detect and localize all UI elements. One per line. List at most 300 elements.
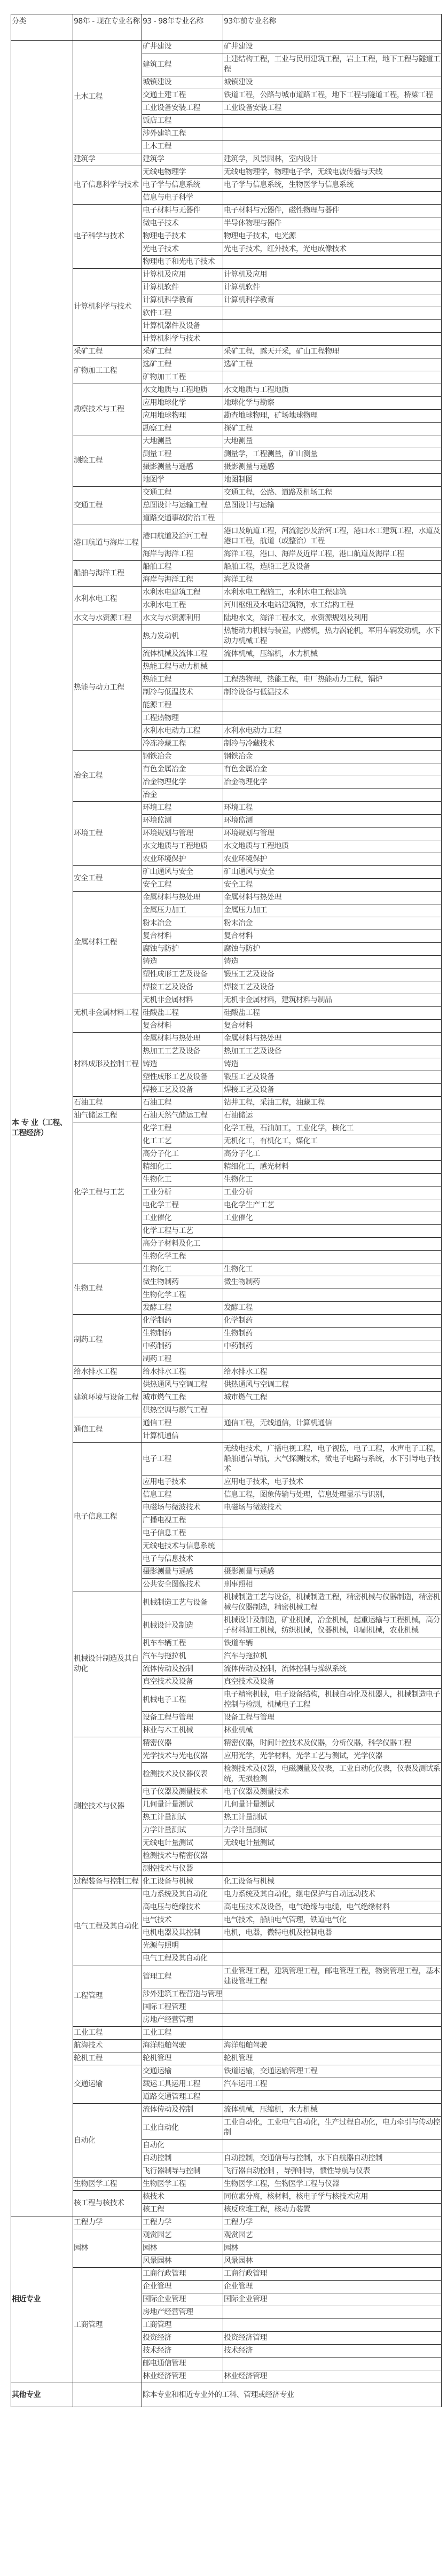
major-pre-93-cell: 化学制药 [223,1315,442,1328]
major-pre-93-cell: 投资经济管理 [223,2332,442,2345]
major-mapping-table [11,14,442,2407]
major-pre-93-cell: 信息工程，图象传输与处理，信息处理显示与识别， [223,1489,442,1502]
major-93-98-cell: 核技术 [142,2191,223,2204]
major-pre-93-cell [223,1251,442,1263]
major-93-98-cell: 冶金 [142,789,223,802]
major-93-98-cell: 生物化学工程 [142,1251,223,1263]
major-93-98-cell: 精密仪器 [142,1737,223,1750]
major-pre-93-cell: 水利水电工程施工，水利水电工程建筑 [223,587,442,599]
major-pre-93-cell: 无线电物理学，物理电子学，无线电波传播与天线 [223,166,442,179]
major-93-98-cell: 冷冻冷藏工程 [142,738,223,751]
current-major-cell: 制药工程 [73,1315,142,1366]
major-pre-93-cell: 技术经济 [223,2345,442,2358]
major-pre-93-cell: 计算机科学教育 [223,294,442,307]
table-row [11,1737,442,1750]
major-pre-93-cell: 供热通风与空调工程 [223,1379,442,1392]
major-pre-93-cell: 观赏园艺 [223,2229,442,2242]
table-row [11,2216,442,2229]
major-pre-93-cell: 矿山通风与安全 [223,866,442,879]
current-major-cell: 采矿工程 [73,346,142,358]
current-major-cell: 生物医学工程 [73,2178,142,2191]
current-major-cell: 工程力学 [73,2216,142,2229]
major-pre-93-cell: 计算机软件 [223,282,442,294]
major-pre-93-cell: 微生物制药 [223,1276,442,1289]
major-pre-93-cell: 刑事照相 [223,1579,442,1591]
major-93-98-cell: 邮电通信管理 [142,2358,223,2370]
major-93-98-cell: 微生物制药 [142,1276,223,1289]
current-major-cell: 交通运输 [73,2065,142,2104]
header-93-98-major: 93 - 98年专业名称 [142,14,223,41]
major-pre-93-cell: 流体机械，压缩机，水力机械 [223,648,442,661]
major-pre-93-cell [223,1527,442,1540]
table-row [11,1122,442,1135]
major-pre-93-cell: 城市燃气工程 [223,1392,442,1404]
major-93-98-cell: 精细化工 [142,1161,223,1174]
table-row [11,612,442,625]
major-93-98-cell: 采矿工程 [142,346,223,358]
major-pre-93-cell: 热工计量测试 [223,1812,442,1824]
major-93-98-cell: 勘察工程 [142,423,223,435]
major-93-98-cell: 电力系统及其自动化 [142,1888,223,1901]
major-93-98-cell: 光源与照明 [142,1940,223,1953]
major-pre-93-cell: 锻压工艺及设备 [223,969,442,981]
major-93-98-cell: 电子信息工程 [142,1527,223,1540]
table-row [11,1379,442,1392]
major-pre-93-cell: 交通工程，公路、道路及机场工程 [223,487,442,499]
current-major-cell: 勘察技术与工程 [73,384,142,435]
current-major-cell: 电子信息工程 [73,1443,142,1591]
major-93-98-cell: 矿物加工工程 [142,371,223,384]
major-pre-93-cell: 流体传动及控制，流体控制与操纵系统 [223,1663,442,1676]
major-pre-93-cell: 工程力学 [223,2216,442,2229]
major-93-98-cell: 流体传动及控制 [142,1663,223,1676]
major-pre-93-cell: 环境规划与管理 [223,828,442,840]
table-row [11,1097,442,1110]
major-93-98-cell: 软件工程 [142,307,223,320]
major-93-98-cell: 焊接工艺及设备 [142,1084,223,1097]
major-93-98-cell: 企业管理 [142,2281,223,2293]
major-93-98-cell: 建筑工程 [142,53,223,76]
major-pre-93-cell: 电子精密机械，电子设备结构，机械自动化及机器人，机械制造电子控制与检测，机械电子工程 [223,1689,442,1712]
major-pre-93-cell: 铁道车辆 [223,1637,442,1650]
major-pre-93-cell [223,2319,442,2332]
major-93-98-cell: 机械制造工艺与设备 [142,1591,223,1614]
table-row [11,2229,442,2242]
major-pre-93-cell: 地图制图 [223,474,442,487]
major-93-98-cell: 生物化学工程 [142,1289,223,1302]
major-pre-93-cell: 采矿工程，露天开采，矿山工程物理 [223,346,442,358]
major-93-98-cell: 安全工程 [142,879,223,892]
major-pre-93-cell: 探矿工程 [223,423,442,435]
major-pre-93-cell: 国际企业管理 [223,2293,442,2306]
major-93-98-cell: 金属压力加工 [142,904,223,917]
major-pre-93-cell: 焊接工艺及设备 [223,1084,442,1097]
major-pre-93-cell: 粉末冶金 [223,917,442,930]
major-93-98-cell: 能源工程 [142,699,223,712]
major-93-98-cell: 化学制药 [142,1315,223,1328]
current-major-cell: 电子科学与技术 [73,205,142,269]
major-pre-93-cell: 轮机管理 [223,2052,442,2065]
major-pre-93-cell: 汽车运用工程 [223,2078,442,2091]
major-93-98-cell: 电子仪器及测量技术 [142,1786,223,1799]
major-pre-93-cell: 建筑学，风景园林，室内设计 [223,153,442,166]
major-93-98-cell: 物理电子和光电子技术 [142,256,223,269]
major-pre-93-cell [223,1515,442,1527]
major-pre-93-cell: 工业分析 [223,1186,442,1199]
major-93-98-cell: 国际企业管理 [142,2293,223,2306]
current-major-cell: 水文与水资源工程 [73,612,142,625]
table-row [11,892,442,904]
major-93-98-cell: 工业设备安装工程 [142,102,223,115]
table-row [11,525,442,548]
major-pre-93-cell: 设备工程与管理 [223,1712,442,1724]
major-pre-93-cell [223,1404,442,1417]
table-row [11,384,442,397]
major-pre-93-cell: 电机，电器，微特电机及控制电器 [223,1927,442,1940]
current-major-cell: 建筑环境与设备工程 [73,1379,142,1417]
major-93-98-cell: 化工设备与机械 [142,1876,223,1888]
major-93-98-cell: 设备工程与管理 [142,1712,223,1724]
major-pre-93-cell: 真空技术及设备 [223,1676,442,1689]
major-pre-93-cell: 应用光学，光学材料，光学工艺与测试，光学仪器 [223,1750,442,1763]
major-pre-93-cell: 矿井建设 [223,41,442,53]
major-93-98-cell: 工程力学 [142,2216,223,2229]
major-pre-93-cell: 铸造 [223,1058,442,1071]
major-93-98-cell: 电子与信息技术 [142,1553,223,1566]
major-93-98-cell: 饭店工程 [142,115,223,128]
major-93-98-cell: 无机非金属材料 [142,994,223,1007]
major-pre-93-cell: 勘查地球物理，矿场地球物理 [223,410,442,423]
table-row [11,2268,442,2281]
current-major-cell: 船舶与海洋工程 [73,561,142,587]
major-pre-93-cell: 制冷与冷藏技术 [223,738,442,751]
table-row [11,866,442,879]
current-major-cell: 核工程与核技术 [73,2191,142,2216]
major-93-98-cell: 总图设计与运输工程 [142,499,223,512]
major-pre-93-cell [223,1850,442,1863]
major-93-98-cell: 高电压与绝缘技术 [142,1901,223,1914]
table-row [11,153,442,166]
current-major-cell: 轮机工程 [73,2052,142,2065]
major-93-98-cell: 选矿工程 [142,358,223,371]
table-row [11,166,442,179]
major-pre-93-cell: 铁道工程，公路与城市道路工程，地下工程与隧道工程，桥梁工程 [223,89,442,102]
current-major-cell: 通信工程 [73,1417,142,1443]
current-major-cell: 材料成形及控制工程 [73,1033,142,1097]
major-pre-93-cell: 铸造 [223,956,442,969]
major-pre-93-cell [223,371,442,384]
major-93-98-cell: 微电子技术 [142,217,223,230]
current-major-cell: 矿物加工工程 [73,358,142,384]
major-pre-93-cell: 电气技术，船舶电气管理，铁道电气化 [223,1914,442,1927]
major-93-98-cell: 水文与水资源利用 [142,612,223,625]
major-93-98-cell: 工业催化 [142,1212,223,1225]
major-pre-93-cell: 半导体物理与器件 [223,217,442,230]
major-93-98-cell: 计算机通信 [142,1430,223,1443]
major-93-98-cell: 高分子化工 [142,1148,223,1161]
major-93-98-cell: 应用地球化学 [142,397,223,410]
major-pre-93-cell: 有色金属冶金 [223,763,442,776]
major-pre-93-cell: 选矿工程 [223,358,442,371]
major-93-98-cell: 检测技术与精密仪器 [142,1850,223,1863]
major-pre-93-cell [223,1863,442,1876]
major-93-98-cell: 核工程 [142,2204,223,2216]
major-pre-93-cell [223,2140,442,2152]
major-93-98-cell: 计算机及应用 [142,269,223,282]
major-pre-93-cell: 陆地水文，海洋工程水文，水资源规划及利用 [223,612,442,625]
major-93-98-cell: 通信工程 [142,1417,223,1430]
table-row [11,587,442,599]
table-row [11,1417,442,1430]
major-pre-93-cell: 工业管理工程，建筑管理工程，邮电管理工程，物资管理工程，基本建设管理工程 [223,1965,442,1988]
major-93-98-cell: 塑性成形工艺及设备 [142,1071,223,1084]
major-pre-93-cell: 林业经济管理 [223,2370,442,2383]
major-93-98-cell: 地图学 [142,474,223,487]
major-pre-93-cell: 大地测量 [223,435,442,448]
current-major-cell: 冶金工程 [73,751,142,802]
major-93-98-cell: 金属材料与热处理 [142,1033,223,1045]
major-pre-93-cell: 工业设备安装工程 [223,102,442,115]
major-pre-93-cell: 制冷设备与低温技术 [223,686,442,699]
current-major-cell: 工程管理 [73,1965,142,2027]
table-row [11,2178,442,2191]
major-93-98-cell: 热力发动机 [142,625,223,648]
table-row [11,2040,442,2052]
major-93-98-cell: 机械设计及制造 [142,1614,223,1637]
major-pre-93-cell: 农业环境保护 [223,853,442,866]
major-93-98-cell: 中药制药 [142,1340,223,1353]
header-current-major: 98年 - 现在专业名称 [73,14,142,41]
major-93-98-cell: 观赏园艺 [142,2229,223,2242]
major-pre-93-cell [223,1940,442,1953]
major-93-98-cell: 交通土建工程 [142,89,223,102]
major-pre-93-cell [223,1289,442,1302]
major-pre-93-cell: 环境工程 [223,802,442,815]
major-pre-93-cell: 生物化工 [223,1263,442,1276]
major-93-98-cell: 光电子技术 [142,243,223,256]
major-93-98-cell: 机械电子工程 [142,1689,223,1712]
table-header-row [11,14,442,41]
major-93-98-cell: 海岸与海洋工程 [142,574,223,587]
major-93-98-cell: 石油天然气储运工程 [142,1110,223,1122]
current-major-cell: 安全工程 [73,866,142,892]
major-93-98-cell: 摄影测量与遥感 [142,461,223,474]
major-pre-93-cell: 工商行政管理 [223,2268,442,2281]
major-93-98-cell: 冶金物理化学 [142,776,223,789]
major-pre-93-cell: 水利水电动力工程 [223,725,442,738]
table-row [11,1033,442,1045]
major-93-98-cell: 广播电视工程 [142,1515,223,1527]
major-93-98-cell: 电化学工程 [142,1199,223,1212]
major-93-98-cell: 自动化 [142,2140,223,2152]
table-row [11,1888,442,1901]
major-pre-93-cell [223,1238,442,1251]
major-pre-93-cell: 精细化工，感光材料 [223,1161,442,1174]
major-93-98-cell: 交通运输 [142,2065,223,2078]
major-93-98-cell: 港口航道及治河工程 [142,525,223,548]
major-pre-93-cell: 无线电计量测试 [223,1837,442,1850]
major-93-98-cell: 土木工程 [142,140,223,153]
major-93-98-cell: 水利水电工程 [142,599,223,612]
major-pre-93-cell [223,256,442,269]
major-93-98-cell: 热能工程与动力机械 [142,661,223,674]
major-pre-93-cell: 环境监测 [223,815,442,828]
current-major-cell: 环境工程 [73,802,142,866]
table-row [11,994,442,1007]
major-pre-93-cell: 光电子技术，红外技术，光电成像技术 [223,243,442,256]
major-93-98-cell: 供热空调与燃气工程 [142,1404,223,1417]
major-93-98-cell: 无线电计量测试 [142,1837,223,1850]
major-93-98-cell: 矿山通风与安全 [142,866,223,879]
major-93-98-cell: 计算机软件 [142,282,223,294]
current-major-cell: 生物工程 [73,1263,142,1315]
major-93-98-cell: 电子材料与无器件 [142,205,223,217]
current-major-cell: 工商管理 [73,2268,142,2383]
major-93-98-cell: 信息与电子科学 [142,192,223,205]
major-pre-93-cell: 无机非金属材料，建筑材料与制品 [223,994,442,1007]
major-pre-93-cell [223,140,442,153]
major-93-98-cell: 海岸与海洋工程 [142,548,223,561]
category-cell: 本 专 业（工程、工程经济） [11,41,73,2216]
major-pre-93-cell: 同位素分离，核材料，核电子学与核技术应用 [223,2191,442,2204]
major-pre-93-cell [223,2001,442,2014]
category-cell: 相近专业 [11,2216,73,2383]
major-pre-93-cell: 海洋工程，港口、海岸及近岸工程，港口航道及海岸工程 [223,548,442,561]
major-93-98-cell: 电子工程 [142,1443,223,1476]
major-pre-93-cell: 机械设计及制造，矿业机械，冶金机械，起重运输与工程机械，高分子材料加工机械，纺织机械，仪器机械，印刷机械，农业机械 [223,1614,442,1637]
major-93-98-cell: 轮机管理 [142,2052,223,2065]
major-pre-93-cell: 摄影测量与遥感 [223,1566,442,1579]
major-93-98-cell: 光学技术与光电仪器 [142,1750,223,1763]
major-93-98-cell: 焊接工艺及设备 [142,981,223,994]
major-93-98-cell: 复合材料 [142,930,223,943]
major-pre-93-cell: 测量学，工程测量，矿山测量 [223,448,442,461]
major-93-98-cell: 工商行政管理 [142,2268,223,2281]
table-row [11,2104,442,2117]
major-pre-93-cell [223,512,442,525]
current-major-cell: 过程装备与控制工程 [73,1876,142,1888]
major-93-98-cell: 交通工程 [142,487,223,499]
current-major-cell: 园林 [73,2229,142,2268]
major-pre-93-cell: 电化学生产工艺 [223,1199,442,1212]
major-pre-93-cell: 计算机及应用 [223,269,442,282]
major-93-98-cell: 工程热物理 [142,712,223,725]
major-93-98-cell: 海洋船舶驾驶 [142,2040,223,2052]
major-93-98-cell: 制冷与低温技术 [142,686,223,699]
table-row [11,625,442,648]
major-pre-93-cell: 园林 [223,2242,442,2255]
table-row [11,1876,442,1888]
major-pre-93-cell: 工程热物理，热能工程，电厂热能动力工程，锅炉 [223,674,442,686]
table-row [11,2052,442,2065]
table-row [11,561,442,574]
major-93-98-cell: 大地测量 [142,435,223,448]
major-93-98-cell: 电机电器及其控制 [142,1927,223,1940]
major-93-98-cell: 检测技术及仪器仪表 [142,1763,223,1786]
major-pre-93-cell: 检测技术及仪器，电磁测量及仪表，工业自动化仪表，仪表及测试系统，无损检测 [223,1763,442,1786]
current-major-cell: 金属材料工程 [73,892,142,994]
major-93-98-cell: 生物化工 [142,1263,223,1276]
major-pre-93-cell [223,2358,442,2370]
major-pre-93-cell: 复合材料 [223,930,442,943]
major-pre-93-cell: 金属压力加工 [223,904,442,917]
major-pre-93-cell [223,1540,442,1553]
major-pre-93-cell: 化工设备与机械 [223,1876,442,1888]
major-93-98-cell: 计算机器件及设备 [142,320,223,333]
major-93-98-cell: 汽车与拖拉机 [142,1650,223,1663]
major-pre-93-cell: 核反应堆工程，核动力装置 [223,2204,442,2216]
other-major-note: 除本专业和相近专业外的工科、管理或经济专业 [142,2383,442,2407]
major-93-98-cell: 测控技术与仪器 [142,1863,223,1876]
major-pre-93-cell [223,1353,442,1366]
table-row [11,1965,442,1988]
major-pre-93-cell: 硅酸盐工程 [223,1007,442,1020]
table-row [11,358,442,371]
major-93-98-cell: 电气技术 [142,1914,223,1927]
major-93-98-cell: 水利水电建筑工程 [142,587,223,599]
major-93-98-cell: 船舶工程 [142,561,223,574]
major-93-98-cell: 林业经济管理 [142,2370,223,2383]
major-93-98-cell: 矿井建设 [142,41,223,53]
major-pre-93-cell: 热能动力机械与装置，内燃机，热力涡轮机，军用车辆发动机，水下动力机械工程 [223,625,442,648]
major-pre-93-cell: 几何量计量测试 [223,1799,442,1812]
major-93-98-cell: 热加工工艺及设备 [142,1045,223,1058]
table-row [11,2191,442,2204]
major-pre-93-cell: 工业自动化，工业电气自动化，生产过程自动化，电力牵引与传动控制 [223,2117,442,2140]
major-93-98-cell: 化学工程 [142,1122,223,1135]
major-pre-93-cell: 电子学与信息系统，生物医学与信息系统 [223,179,442,192]
major-pre-93-cell: 发酵工程 [223,1302,442,1315]
major-93-98-cell: 房地产经营管理 [142,2014,223,2027]
major-93-98-cell: 给水排水工程 [142,1366,223,1379]
major-pre-93-cell: 中药制药 [223,1340,442,1353]
major-93-98-cell: 铸造 [142,1058,223,1071]
table-row [11,802,442,815]
table-row [11,205,442,217]
major-pre-93-cell: 电子材料与元器件，磁性物理与器件 [223,205,442,217]
major-93-98-cell: 建筑学 [142,153,223,166]
major-93-98-cell: 信息工程 [142,1489,223,1502]
major-pre-93-cell: 复合材料 [223,1020,442,1033]
header-pre-93-major: 93年前专业名称 [223,14,442,41]
major-93-98-cell: 工商管理 [142,2319,223,2332]
major-pre-93-cell: 钢铁冶金 [223,751,442,763]
major-pre-93-cell [223,2091,442,2104]
major-pre-93-cell [223,192,442,205]
major-93-98-cell: 公共安全图像技术 [142,1579,223,1591]
major-93-98-cell: 石油工程 [142,1097,223,1110]
major-pre-93-cell: 无机化工，有机化工，煤化工 [223,1135,442,1148]
major-93-98-cell: 硅酸盐工程 [142,1007,223,1020]
major-93-98-cell: 园林 [142,2242,223,2255]
major-93-98-cell: 水文地质与工程地质 [142,384,223,397]
major-pre-93-cell [223,712,442,725]
major-93-98-cell: 投资经济 [142,2332,223,2345]
major-pre-93-cell [223,1553,442,1566]
major-pre-93-cell: 应用电子技术，电子技术 [223,1476,442,1489]
major-93-98-cell: 力学计量测试 [142,1824,223,1837]
major-pre-93-cell: 摄影测量与遥感 [223,461,442,474]
current-major-cell: 石油工程 [73,1097,142,1110]
major-pre-93-cell: 焊接工艺及设备 [223,981,442,994]
current-major-cell: 交通工程 [73,487,142,525]
major-93-98-cell: 热能工程 [142,674,223,686]
major-93-98-cell: 塑性成形工艺及设备 [142,969,223,981]
major-93-98-cell: 计算机科学教育 [142,294,223,307]
major-pre-93-cell [223,1953,442,1965]
major-93-98-cell: 几何量计量测试 [142,1799,223,1812]
major-93-98-cell: 生物化工 [142,1174,223,1186]
